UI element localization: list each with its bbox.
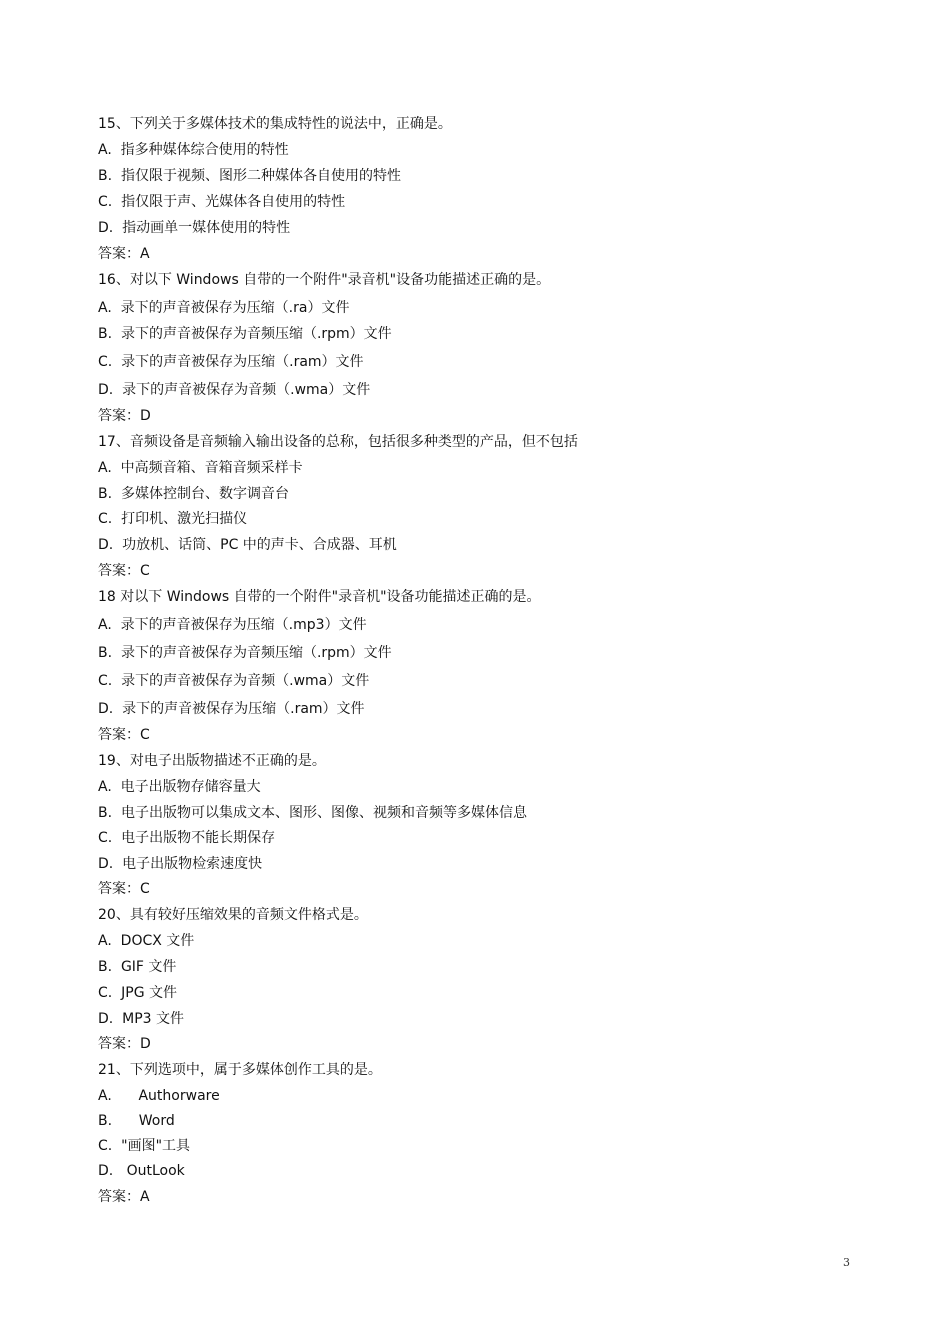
option-line: D. 录下的声音被保存为压缩（.ram）文件 (98, 701, 365, 717)
option-line: A. DOCX 文件 (98, 933, 195, 949)
option-line: A. 中高频音箱、音箱音频采样卡 (98, 460, 303, 476)
question-line: 15、下列关于多媒体技术的集成特性的说法中，正确是。 (98, 116, 452, 132)
question-line: 17、音频设备是音频输入输出设备的总称，包括很多种类型的产品，但不包括 (98, 434, 578, 450)
answer-line: 答案：D (98, 408, 151, 424)
option-line: C. 录下的声音被保存为音频（.wma）文件 (98, 673, 370, 689)
question-line: 18 对以下 Windows 自带的一个附件"录音机"设备功能描述正确的是。 (98, 589, 541, 605)
question-line: 20、具有较好压缩效果的音频文件格式是。 (98, 907, 368, 923)
option-line: A. Authorware (98, 1088, 220, 1104)
option-line: A. 指多种媒体综合使用的特性 (98, 142, 289, 158)
option-line: C. 打印机、激光扫描仪 (98, 511, 248, 527)
answer-line: 答案：C (98, 727, 150, 743)
question-line: 19、对电子出版物描述不正确的是。 (98, 753, 326, 769)
answer-line: 答案：C (98, 881, 150, 897)
option-line: B. 录下的声音被保存为音频压缩（.rpm）文件 (98, 326, 392, 342)
option-line: C. JPG 文件 (98, 985, 177, 1001)
option-line: B. GIF 文件 (98, 959, 177, 975)
option-line: D. MP3 文件 (98, 1011, 185, 1027)
answer-line: 答案：C (98, 563, 150, 579)
option-line: D. 录下的声音被保存为音频（.wma）文件 (98, 382, 371, 398)
option-line: C. "画图"工具 (98, 1138, 191, 1154)
option-line: B. 录下的声音被保存为音频压缩（.rpm）文件 (98, 645, 392, 661)
option-line: C. 录下的声音被保存为压缩（.ram）文件 (98, 354, 364, 370)
page-number: 3 (843, 1256, 850, 1269)
question-line: 21、下列选项中，属于多媒体创作工具的是。 (98, 1062, 382, 1078)
option-line: B. 指仅限于视频、图形二种媒体各自使用的特性 (98, 168, 401, 184)
option-line: D. 电子出版物检索速度快 (98, 856, 263, 872)
question-line: 16、对以下 Windows 自带的一个附件"录音机"设备功能描述正确的是。 (98, 272, 551, 288)
option-line: B. 电子出版物可以集成文本、图形、图像、视频和音频等多媒体信息 (98, 805, 527, 821)
answer-line: 答案：A (98, 1189, 150, 1205)
option-line: D. 功放机、话筒、PC 中的声卡、合成器、耳机 (98, 537, 397, 553)
option-line: B. Word (98, 1113, 175, 1129)
option-line: C. 指仅限于声、光媒体各自使用的特性 (98, 194, 346, 210)
option-line: C. 电子出版物不能长期保存 (98, 830, 276, 846)
option-line: A. 电子出版物存储容量大 (98, 779, 261, 795)
option-line: B. 多媒体控制台、数字调音台 (98, 486, 289, 502)
answer-line: 答案：D (98, 1036, 151, 1052)
option-line: D. 指动画单一媒体使用的特性 (98, 220, 291, 236)
option-line: D. OutLook (98, 1163, 185, 1179)
option-line: A. 录下的声音被保存为压缩（.ra）文件 (98, 300, 350, 316)
answer-line: 答案：A (98, 246, 150, 262)
option-line: A. 录下的声音被保存为压缩（.mp3）文件 (98, 617, 367, 633)
